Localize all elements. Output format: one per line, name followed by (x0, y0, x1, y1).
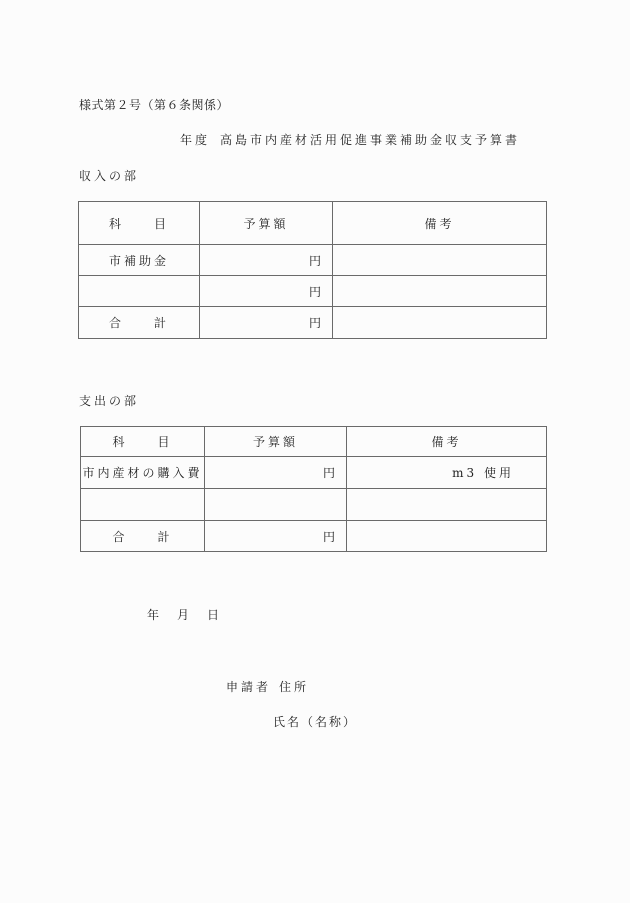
table-row (81, 457, 547, 489)
title-year-field[interactable]: 年度 (180, 133, 211, 147)
subject-cell[interactable] (79, 276, 200, 307)
expense-table (80, 426, 547, 552)
total-remarks-cell[interactable] (347, 521, 547, 552)
header-remarks: 備考 (333, 202, 547, 245)
date-line (147, 606, 219, 623)
amount-cell[interactable]: 円 (200, 245, 333, 276)
header-budget: 予算額 (200, 202, 333, 245)
income-section-label: 収入の部 (79, 169, 140, 183)
total-amount-cell[interactable]: 円 (200, 307, 333, 339)
date-month[interactable]: 月 (177, 608, 190, 622)
date-year[interactable]: 年 (147, 608, 160, 622)
table-row (79, 245, 547, 276)
total-label: 合 計 (81, 521, 205, 552)
table-header-row (81, 427, 547, 457)
total-amount-cell[interactable]: 円 (205, 521, 347, 552)
expense-section-label: 支出の部 (79, 394, 140, 408)
income-table (78, 201, 547, 339)
header-remarks: 備考 (347, 427, 547, 457)
subject-cell[interactable]: 市補助金 (79, 245, 200, 276)
table-row (81, 489, 547, 521)
applicant-name-field[interactable]: 氏名（名称） (273, 715, 358, 729)
table-row (79, 276, 547, 307)
subject-cell[interactable] (81, 489, 205, 521)
amount-cell[interactable]: 円 (200, 276, 333, 307)
document-title (180, 131, 520, 148)
applicant-address-line (226, 678, 309, 695)
header-budget: 予算額 (205, 427, 347, 457)
total-row (81, 521, 547, 552)
total-label: 合 計 (79, 307, 200, 339)
remarks-cell[interactable] (333, 245, 547, 276)
header-subject: 科 目 (81, 427, 205, 457)
subject-cell[interactable]: 市内産材の購入費 (81, 457, 205, 489)
remarks-cell[interactable] (347, 489, 547, 521)
total-row (79, 307, 547, 339)
header-subject: 科 目 (79, 202, 200, 245)
applicant-label: 申請者 (226, 680, 272, 694)
table-header-row (79, 202, 547, 245)
form-number: 様式第２号（第６条関係） (79, 98, 230, 112)
remarks-cell[interactable] (333, 276, 547, 307)
title-main: 高島市内産材活用促進事業補助金収支予算書 (220, 133, 521, 147)
total-remarks-cell[interactable] (333, 307, 547, 339)
date-day[interactable]: 日 (207, 608, 220, 622)
amount-cell[interactable] (205, 489, 347, 521)
address-field[interactable]: 住所 (279, 680, 310, 694)
amount-cell[interactable]: 円 (205, 457, 347, 489)
remarks-cell[interactable]: m3 使用 (347, 457, 547, 489)
